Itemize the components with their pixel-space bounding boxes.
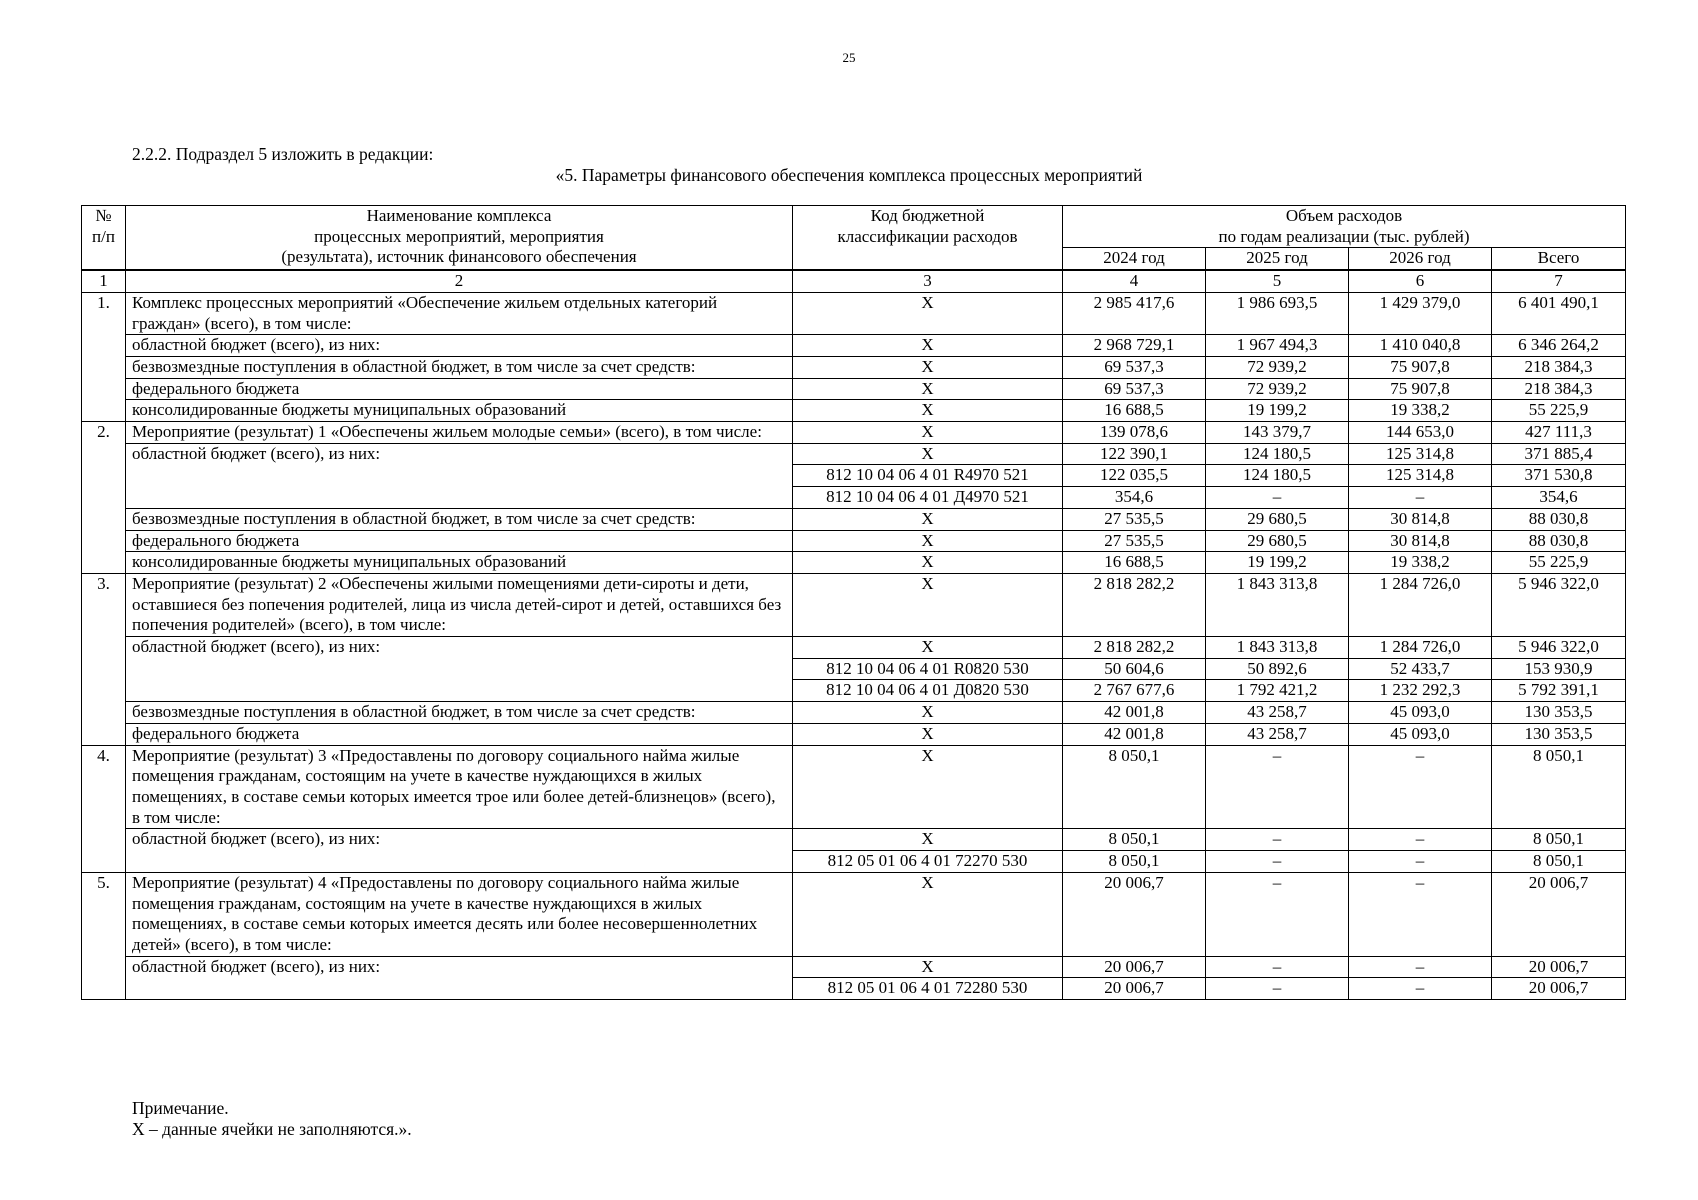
table-row [82,422,1626,444]
row-code: 812 10 04 06 4 01 R4970 521 [793,465,1063,487]
value-total: 371 885,4 [1492,443,1626,465]
value-total: 218 384,3 [1492,378,1626,400]
value-2024: 69 537,3 [1063,356,1206,378]
row-name: безвозмездные поступления в областной бюджет, в том числе за счет средств: [126,356,793,378]
row-code: Х [793,422,1063,444]
value-2026: 1 429 379,0 [1349,292,1492,334]
row-code: Х [793,356,1063,378]
value-2025: – [1206,829,1349,851]
value-2025: 72 939,2 [1206,356,1349,378]
value-2026: – [1349,829,1492,851]
value-2025: 29 680,5 [1206,508,1349,530]
value-2024: 50 604,6 [1063,658,1206,680]
header-name-line3: (результата), источник финансового обеспечения [281,247,637,267]
row-name: Мероприятие (результат) 3 «Предоставлены по договору социального найма жилые помещения гражданам, состоящим на учете в качестве нуждающихся в жилых помещениях, в составе семьи которых имеется трое или более детей-близнецов» (всего), в том числе: [126,745,793,829]
value-2025: 1 967 494,3 [1206,335,1349,357]
value-2026: 125 314,8 [1349,465,1492,487]
value-2024: 2 968 729,1 [1063,335,1206,357]
value-2025: – [1206,872,1349,956]
value-total: 371 530,8 [1492,465,1626,487]
row-name: областной бюджет (всего), из них: [126,637,793,702]
value-2026: 30 814,8 [1349,530,1492,552]
table-row [82,637,1626,659]
column-number: 1 [82,270,126,292]
value-2026: 19 338,2 [1349,552,1492,574]
header-code [793,206,1063,271]
table-row [82,378,1626,400]
value-total: 8 050,1 [1492,829,1626,851]
header-num-line2: п/п [92,226,115,246]
value-2025: 1 986 693,5 [1206,292,1349,334]
value-2025: – [1206,745,1349,829]
value-2025: 43 258,7 [1206,723,1349,745]
table-row [82,400,1626,422]
row-code: Х [793,552,1063,574]
table-row [82,356,1626,378]
column-number: 3 [793,270,1063,292]
value-2026: – [1349,745,1492,829]
row-name: федерального бюджета [126,378,793,400]
value-2024: 42 001,8 [1063,723,1206,745]
value-2026: – [1349,956,1492,978]
row-code: Х [793,723,1063,745]
value-2024: 27 535,5 [1063,508,1206,530]
value-2024: 122 035,5 [1063,465,1206,487]
row-code: Х [793,702,1063,724]
value-2024: 8 050,1 [1063,745,1206,829]
value-2024: 8 050,1 [1063,851,1206,873]
value-total: 427 111,3 [1492,422,1626,444]
value-2026: 52 433,7 [1349,658,1492,680]
column-number: 4 [1063,270,1206,292]
value-total: 130 353,5 [1492,723,1626,745]
table-row [82,723,1626,745]
row-code: Х [793,292,1063,334]
row-name: областной бюджет (всего), из них: [126,443,793,508]
row-name: Комплекс процессных мероприятий «Обеспечение жильем отдельных категорий граждан» (всего), в том числе: [126,292,793,334]
header-year-2024: 2024 год [1063,248,1206,270]
value-2024: 2 818 282,2 [1063,573,1206,636]
row-code: 812 05 01 06 4 01 72270 530 [793,851,1063,873]
financing-table [81,205,1626,1000]
value-2026: 125 314,8 [1349,443,1492,465]
row-name: безвозмездные поступления в областной бюджет, в том числе за счет средств: [126,702,793,724]
value-total: 88 030,8 [1492,508,1626,530]
row-code: Х [793,443,1063,465]
value-total: 6 346 264,2 [1492,335,1626,357]
row-name: областной бюджет (всего), из них: [126,829,793,872]
row-number: 2. [82,422,126,574]
header-name [126,206,793,271]
table-row [82,872,1626,956]
table-row [82,443,1626,465]
table-row [82,745,1626,829]
value-2026: – [1349,872,1492,956]
row-number: 4. [82,745,126,872]
value-2025: 1 843 313,8 [1206,573,1349,636]
column-number: 7 [1492,270,1626,292]
value-2024: 42 001,8 [1063,702,1206,724]
value-2026: 1 410 040,8 [1349,335,1492,357]
value-2025: – [1206,487,1349,509]
header-code-line2: классификации расходов [837,226,1018,246]
value-total: 6 401 490,1 [1492,292,1626,334]
header-name-line2: процессных мероприятий, мероприятия [314,226,604,246]
note-text: Х – данные ячейки не заполняются.». [132,1119,412,1139]
header-total: Всего [1492,248,1626,270]
value-2026: – [1349,851,1492,873]
value-2024: 8 050,1 [1063,829,1206,851]
row-code: 812 10 04 06 4 01 Д0820 530 [793,680,1063,702]
value-2026: 30 814,8 [1349,508,1492,530]
row-name: Мероприятие (результат) 1 «Обеспечены жильем молодые семьи» (всего), в том числе: [126,422,793,444]
value-2024: 122 390,1 [1063,443,1206,465]
value-2025: 1 792 421,2 [1206,680,1349,702]
row-name: консолидированные бюджеты муниципальных образований [126,552,793,574]
value-2026: 19 338,2 [1349,400,1492,422]
note [132,1098,412,1140]
column-number: 2 [126,270,793,292]
value-2024: 16 688,5 [1063,400,1206,422]
value-2025: – [1206,851,1349,873]
header-num [82,206,126,271]
row-code: Х [793,956,1063,978]
value-2026: 45 093,0 [1349,723,1492,745]
row-name: областной бюджет (всего), из них: [126,956,793,999]
table-row [82,335,1626,357]
value-2024: 2 818 282,2 [1063,637,1206,659]
value-2026: 1 232 292,3 [1349,680,1492,702]
row-code: Х [793,573,1063,636]
row-code: Х [793,637,1063,659]
value-total: 354,6 [1492,487,1626,509]
value-2026: 75 907,8 [1349,356,1492,378]
value-2024: 2 767 677,6 [1063,680,1206,702]
row-name: областной бюджет (всего), из них: [126,335,793,357]
value-total: 20 006,7 [1492,872,1626,956]
table-row [82,530,1626,552]
value-total: 55 225,9 [1492,552,1626,574]
row-code: Х [793,508,1063,530]
value-2025: 72 939,2 [1206,378,1349,400]
table-row [82,508,1626,530]
column-number: 6 [1349,270,1492,292]
value-total: 5 946 322,0 [1492,637,1626,659]
value-2024: 20 006,7 [1063,956,1206,978]
header-volume-line2: по годам реализации (тыс. рублей) [1218,226,1470,246]
value-2025: 19 199,2 [1206,400,1349,422]
row-name: федерального бюджета [126,723,793,745]
section-title: «5. Параметры финансового обеспечения комплекса процессных мероприятий [555,165,1143,185]
value-2025: 50 892,6 [1206,658,1349,680]
value-2025: – [1206,978,1349,1000]
row-name: Мероприятие (результат) 4 «Предоставлены по договору социального найма жилые помещения гражданам, состоящим на учете в качестве нуждающихся в жилых помещениях, в составе семьи которых имеется десять или более несовершеннолетних детей» (всего), в том числе: [126,872,793,956]
row-name: федерального бюджета [126,530,793,552]
value-total: 130 353,5 [1492,702,1626,724]
header-year-2026: 2026 год [1349,248,1492,270]
value-total: 20 006,7 [1492,956,1626,978]
page-number: 25 [842,50,856,65]
row-code: Х [793,378,1063,400]
row-code: 812 10 04 06 4 01 R0820 530 [793,658,1063,680]
row-code: Х [793,400,1063,422]
value-total: 88 030,8 [1492,530,1626,552]
value-2024: 20 006,7 [1063,872,1206,956]
table-row [82,702,1626,724]
row-code: 812 10 04 06 4 01 Д4970 521 [793,487,1063,509]
value-2025: 43 258,7 [1206,702,1349,724]
value-total: 218 384,3 [1492,356,1626,378]
header-num-line1: № [95,206,112,225]
value-2025: 19 199,2 [1206,552,1349,574]
row-code: Х [793,530,1063,552]
value-2025: 1 843 313,8 [1206,637,1349,659]
row-number: 1. [82,292,126,421]
value-total: 8 050,1 [1492,851,1626,873]
header-volume [1063,206,1626,248]
value-total: 153 930,9 [1492,658,1626,680]
header-year-2025: 2025 год [1206,248,1349,270]
table-row [82,552,1626,574]
row-name: безвозмездные поступления в областной бюджет, в том числе за счет средств: [126,508,793,530]
note-title: Примечание. [132,1098,229,1118]
table-row [82,956,1626,978]
value-2026: 1 284 726,0 [1349,637,1492,659]
value-2024: 69 537,3 [1063,378,1206,400]
column-number: 5 [1206,270,1349,292]
value-total: 55 225,9 [1492,400,1626,422]
table-row [82,573,1626,636]
column-numbers-row [82,270,1626,292]
value-total: 20 006,7 [1492,978,1626,1000]
value-total: 5 946 322,0 [1492,573,1626,636]
value-2026: 1 284 726,0 [1349,573,1492,636]
value-2025: 124 180,5 [1206,443,1349,465]
row-name: Мероприятие (результат) 2 «Обеспечены жилыми помещениями дети-сироты и дети, оставшиеся без попечения родителей, лица из числа детей-сирот и детей, оставшихся без попечения родителей» (всего), в том числе: [126,573,793,636]
row-number: 3. [82,573,126,745]
header-code-line1: Код бюджетной [870,206,985,225]
header-volume-line1: Объем расходов [1285,206,1403,225]
value-2026: – [1349,487,1492,509]
table-row [82,829,1626,851]
value-2024: 27 535,5 [1063,530,1206,552]
value-2026: – [1349,978,1492,1000]
value-total: 8 050,1 [1492,745,1626,829]
value-2024: 139 078,6 [1063,422,1206,444]
row-code: Х [793,872,1063,956]
row-name: консолидированные бюджеты муниципальных образований [126,400,793,422]
value-total: 5 792 391,1 [1492,680,1626,702]
row-number: 5. [82,872,126,999]
header-name-line1: Наименование комплекса [366,206,552,225]
value-2025: 124 180,5 [1206,465,1349,487]
value-2024: 16 688,5 [1063,552,1206,574]
header-row [82,206,1626,248]
value-2024: 354,6 [1063,487,1206,509]
row-code: Х [793,745,1063,829]
row-code: Х [793,335,1063,357]
value-2026: 45 093,0 [1349,702,1492,724]
value-2025: 29 680,5 [1206,530,1349,552]
value-2025: – [1206,956,1349,978]
value-2024: 2 985 417,6 [1063,292,1206,334]
value-2026: 144 653,0 [1349,422,1492,444]
row-code: Х [793,829,1063,851]
value-2025: 143 379,7 [1206,422,1349,444]
value-2026: 75 907,8 [1349,378,1492,400]
table-row [82,292,1626,334]
row-code: 812 05 01 06 4 01 72280 530 [793,978,1063,1000]
intro-text: 2.2.2. Подраздел 5 изложить в редакции: [132,144,434,164]
value-2024: 20 006,7 [1063,978,1206,1000]
